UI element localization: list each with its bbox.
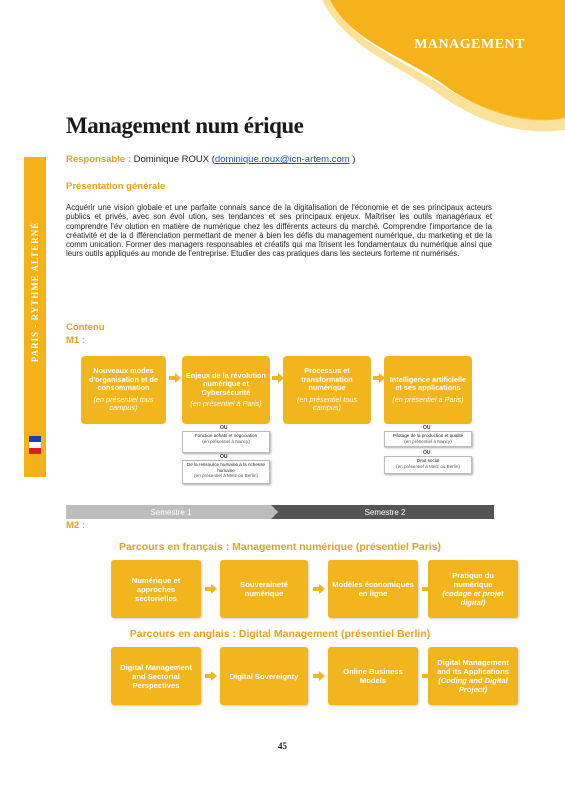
m1-heading: M1 : (66, 335, 85, 346)
or-label: OU (423, 450, 431, 456)
page-number: 45 (278, 741, 287, 751)
responsable-email-link[interactable]: dominique.roux@icn-artem.com (214, 154, 350, 165)
m1-box-3: Processus et transformation numérique (en présentiel tous campus) (283, 356, 371, 424)
parcours-en-box-3: Online Business Models (328, 647, 418, 705)
parcours-fr-box-2: Souveraineté numérique (220, 560, 308, 618)
contenu-heading: Contenu (66, 322, 105, 333)
m2-heading: M2 : (66, 520, 85, 531)
m1-box-4: Intelligence artificielle et ses applications (en présentiel à Paris) (384, 356, 472, 424)
semester-1-label: Semestre 1 (150, 507, 192, 517)
option-box: Fonction achats et négociation (en présentiel à Nancy) (182, 431, 270, 453)
presentation-heading: Présentation générale (66, 181, 166, 192)
arrow-right-icon (313, 584, 325, 594)
parcours-en-box-2: Digital Sovereignty (220, 647, 308, 705)
page-title: Management num érique (66, 113, 304, 138)
sidebar-vertical-text: PARIS - RYTHME ALTERNÉ (30, 221, 40, 363)
parcours-en-box-1: Digital Management and Sectorial Perspectives (111, 647, 201, 705)
parcours-fr-heading: Parcours en français : Management numérique (présentiel Paris) (118, 541, 442, 553)
parcours-en-heading: Parcours en anglais : Digital Management (présentiel Berlin) (129, 628, 431, 640)
parcours-fr-box-4: Pratique du numérique (codage et projet digital) (428, 560, 518, 618)
arrow-right-icon (169, 373, 181, 383)
option-box: De la ressource humaine à la richesse humaine (en présentiel à Metz ou Berlin) (182, 460, 270, 484)
parcours-en-box-4: Digital Management and its Applications (Coding and Digital Project) (428, 647, 518, 705)
semester-2-label: Semestre 2 (364, 507, 406, 517)
presentation-text: Acquérir une vision globale et une parfaite connais sance de la digitalisation de l'économie et de ses principaux acteurs publics et privés, avec son évol ution, ses tendances et ses principaux enjeux. Maîtriser les outils managériaux et comprendre l'év olution en matière de numérique chez les différents acteurs du marché. Comprendre l'importance de la créativité et de la d ifférenciation permettant de mener à bien les défis du management numérique, du marketing et de la comm unication. Former des managers responsables et créatifs qui ma îtrisent les fondamentaux du numérique ainsi que leurs outils appliqués au monde de l'entreprise. Etudier des cas pratiques dans les secteurs forteme nt numérisés. (66, 203, 492, 259)
parcours-fr-box-3: Modèles économiques en ligne (328, 560, 418, 618)
responsable-label: Responsable : (66, 154, 131, 165)
arrow-right-icon (313, 671, 325, 681)
responsable-close: ) (349, 154, 356, 165)
m1-box-1: Nouveaux modes d'organisation et de consommation (en présentiel tous campus) (81, 356, 166, 424)
arrow-right-icon (205, 584, 217, 594)
option-box: Droit social (en présentiel à Metz ou Berlin) (384, 456, 472, 474)
option-box: Pilotage de la production et qualité (en présentiel à Nancy) (384, 431, 472, 447)
responsable-name: Dominique ROUX ( (133, 154, 215, 165)
parcours-fr-box-1: Numérique et approches sectorielles (111, 560, 201, 618)
arrow-right-icon (205, 671, 217, 681)
m1-box-2: Enjeux de la révolution numérique et Cybersécurité (en présentiel à Paris) (182, 356, 270, 424)
or-label: OU (220, 425, 228, 431)
french-flag-icon (29, 436, 41, 454)
section-label: MANAGEMENT (414, 37, 525, 52)
or-label: OU (423, 425, 431, 431)
or-label: OU (220, 454, 228, 460)
responsable-line (66, 154, 355, 165)
